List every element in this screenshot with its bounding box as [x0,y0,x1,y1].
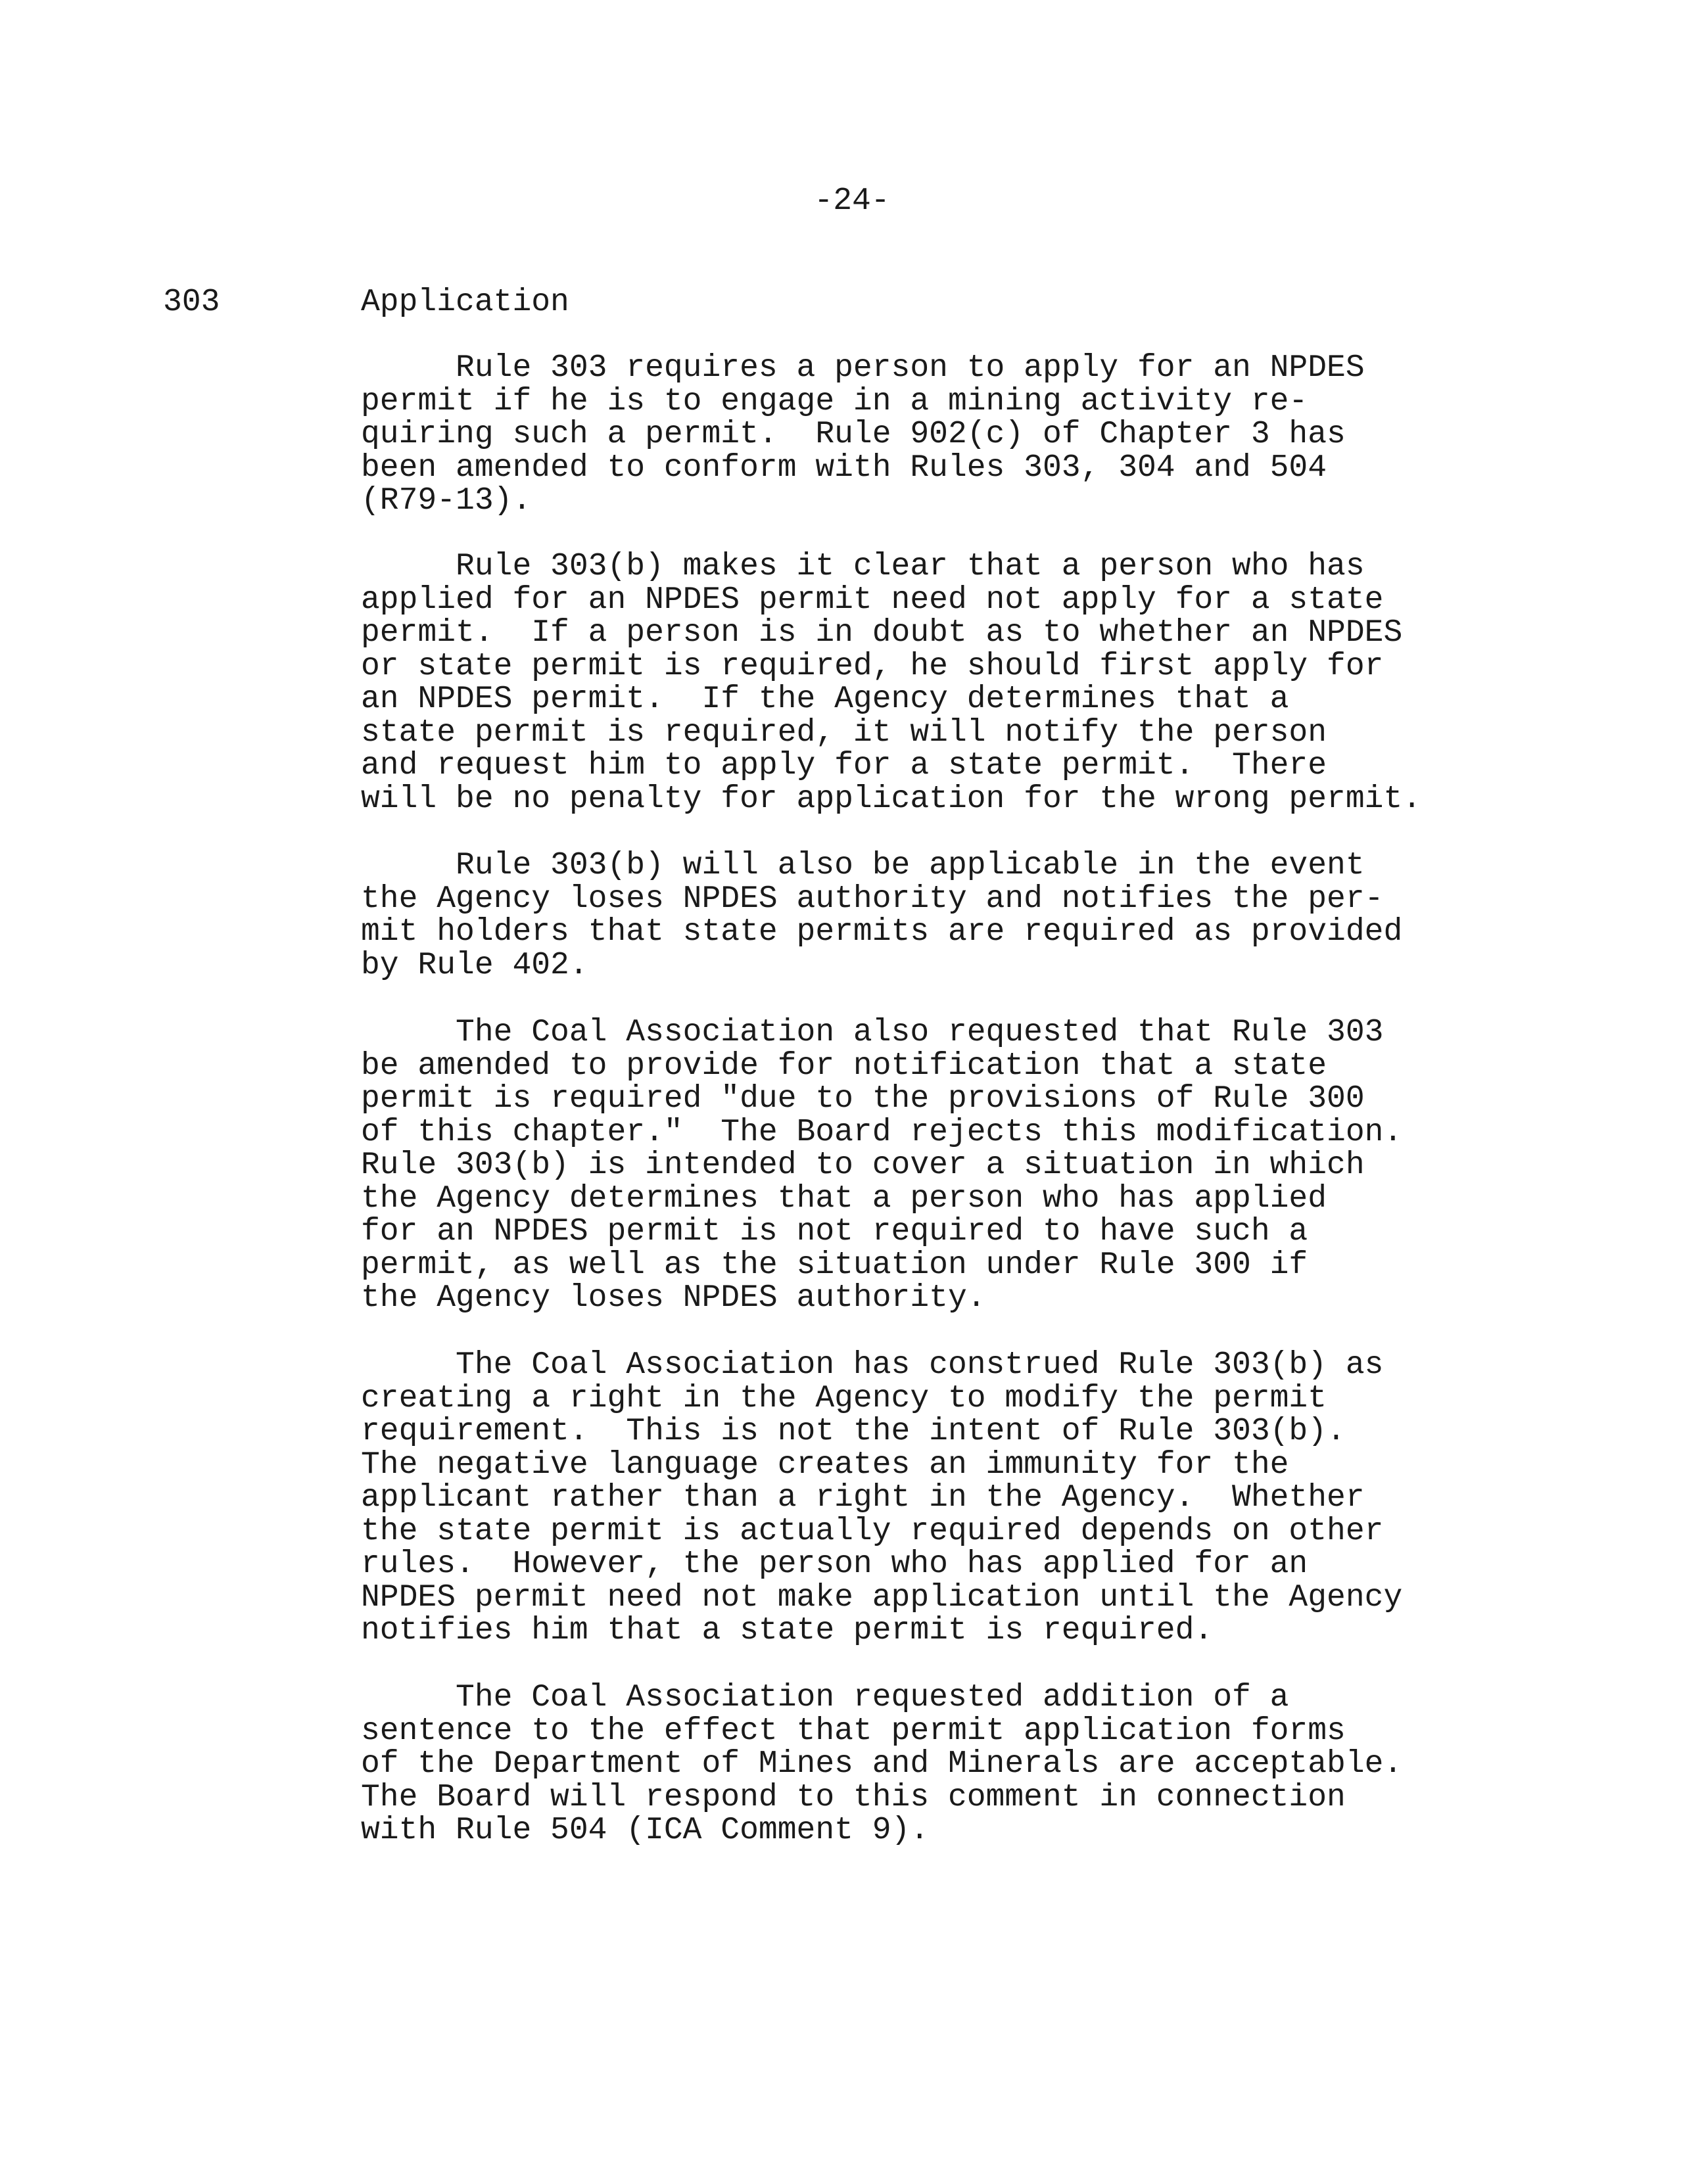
paragraph: Rule 303(b) makes it clear that a person who has applied for an NPDES permit need not apply for a state permit. If a person is in doubt as to whether an NPDES or state permit is required, he should first apply for an NPDES permit. If the Agency determines that a state permit is required, it will notify the person and request him to apply for a state permit. There will be no penalty for application for the wrong permit. [361,549,1422,817]
paragraph: The Coal Association has construed Rule 303(b) as creating a right in the Agency to modify the permit requirement. This is not the intent of Rule 303(b). The negative language creates an immunity for the applicant rather than a right in the Agency. Whether the state permit is actually required depends on other rules. However, the person who has applied for an NPDES permit need not make application until the Agency notifies him that a state permit is required. [361,1347,1403,1648]
section-number: 303 [163,285,220,320]
paragraph: Rule 303(b) will also be applicable in the event the Agency loses NPDES authority and notifies the per- mit holders that state permits are required as provided by Rule 402. [361,848,1403,983]
paragraph: The Coal Association requested addition of a sentence to the effect that permit application forms of the Department of Mines and Minerals are acceptable. The Board will respond to this comment in connection with Rule 504 (ICA Comment 9). [361,1680,1403,1848]
paragraph: Rule 303 requires a person to apply for an NPDES permit if he is to engage in a mining activity re- quiring such a permit. Rule 902(c) of Chapter 3 has been amended to conform with Rules 303, 304 and 504 (R79-13). [361,350,1365,519]
section-title: Application [361,285,569,320]
paragraph: The Coal Association also requested that Rule 303 be amended to provide for notification that a state permit is required "due to the provisions of Rule 300 of this chapter." The Board rejects this modification. Rule 303(b) is intended to cover a situation in which the Agency determines that a person who has applied for an NPDES permit is not required to have such a permit, as well as the situation under Rule 300 if the Agency loses NPDES authority. [361,1015,1403,1316]
page-number: -24- [814,183,890,219]
